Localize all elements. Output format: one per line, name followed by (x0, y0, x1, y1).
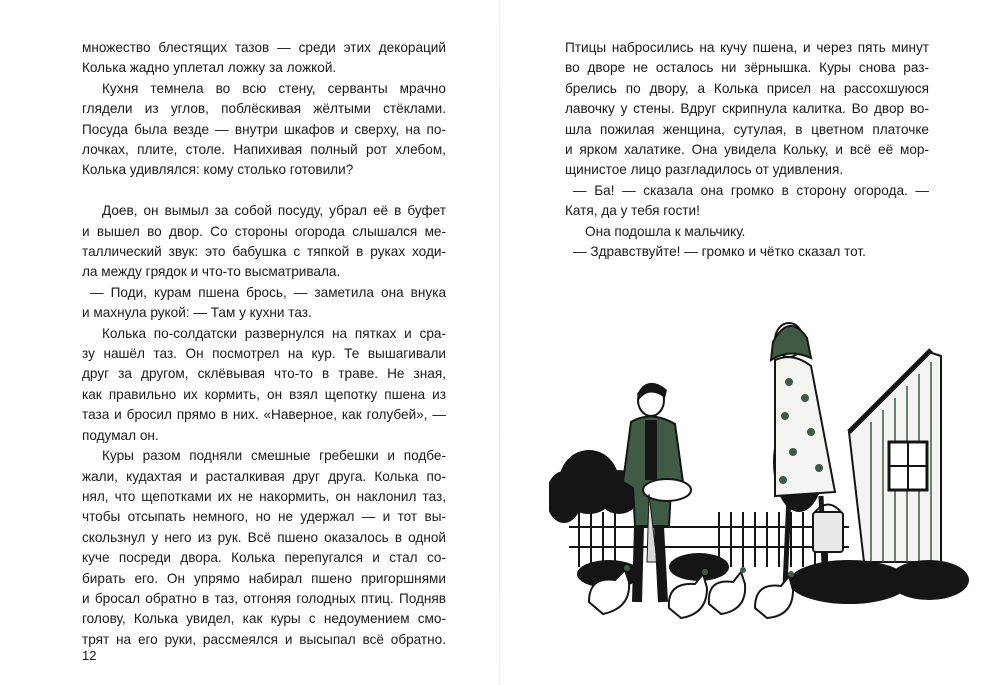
text-line: и ярком халатике. Она увидела Кольку, и всё её мор- (565, 142, 929, 158)
left-page-text (82, 38, 446, 650)
text-line: брелись по двору, а Колька присел на рассохшуюся (565, 80, 929, 96)
text-line: — Ба! — сказала она громко в сторону огорода. — (573, 182, 929, 198)
text-line: Птицы набросились на кучу пшена, и через пять минут (565, 40, 929, 55)
text-line: ла между грядок и что-то высматривала. (82, 264, 341, 280)
text-line: нял, что щепотками их не накормить, он наклонил таз, (82, 488, 446, 504)
text-line: куче посреди двора. Колька перепугался и стал со- (82, 550, 446, 566)
text-line: Катя, да у тебя гости! (565, 203, 700, 219)
text-line: таза и бросил прямо в них. «Наверное, как голубей», — (82, 407, 446, 423)
text-line: Куры разом подняли смешные гребешки и подбе- (102, 448, 446, 464)
illustration-boy-grandmother-chickens (549, 312, 969, 632)
text-line: и махнула рукой: — Там у кухни таз. (82, 305, 312, 321)
house (849, 350, 941, 562)
text-line: Колька удивлялся: кому столько готовили? (82, 162, 354, 178)
text-line: во дворе не осталось ни зёрнышка. Куры снова раз- (565, 60, 929, 76)
text-line: жали, кудахтая и расталкивая друг друга. Колька по- (82, 468, 446, 484)
text-line: лавочку у стены. Вдруг скрипнула калитка. Во двор во- (565, 101, 929, 117)
text-line: лочках, плите, столе. Напихивая полный рот хлебом, (82, 142, 446, 158)
text-line: — Поди, курам пшена брось, — заметила она внука (90, 284, 446, 300)
text-line: таллический звук: это бабушка с тяпкой в руках ходи- (82, 244, 446, 260)
text-line: подумал он. (82, 427, 159, 443)
text-line: щинистое лицо разгладилось от удивления. (565, 162, 844, 178)
text-line: глядели из углов, поблёскивая жёлтыми стёклами. (82, 101, 446, 117)
text-line: Посуда была везде — внутри шкафов и сверху, на по- (82, 121, 446, 137)
paragraph-gap (82, 181, 446, 201)
text-line: как правильно их кормить, он взял щепотку пшена из (82, 386, 446, 402)
text-line: шла пожилая женщина, сутулая, в цветном платочке (565, 121, 929, 137)
text-line: Доев, он вымыл за собой посуду, убрал её в буфет (102, 203, 446, 219)
text-line: Она подошла к мальчику. (585, 223, 746, 239)
text-line: и бросал обратно в таз, отгоняя голодных птиц. Подняв (82, 590, 446, 606)
text-line: зу нашёл таз. Он посмотрел на кур. Те вышагивали (82, 346, 446, 362)
text-line: — Здравствуйте! — громко и чётко сказал тот. (573, 244, 866, 260)
text-line: Колька по-солдатски развернулся на пятках и сра- (102, 325, 446, 341)
text-line: Кухня темнела во всю стену, серванты мрачно (102, 80, 446, 96)
right-page (500, 0, 1000, 685)
right-page-text (565, 38, 929, 262)
text-line: голову, Колька увидел, как куры с недоумением смо- (82, 611, 446, 627)
text-line: и вышел во двор. Со стороны огорода слышался ме- (82, 223, 446, 239)
text-line: трят на его руки, рассмеялся и высыпал всё обратно. (82, 631, 446, 647)
text-line: Колька жадно уплетал ложку за ложкой. (82, 60, 337, 76)
text-line: множество блестящих тазов — среди этих декораций (82, 40, 446, 55)
page-number: 12 (82, 648, 97, 663)
text-line: друг за другом, склёвывая что-то в траве. Не зная, (82, 366, 446, 382)
text-line: скользнул у него из рук. Всё пшено оказалось в одной (82, 529, 446, 545)
text-line: бирать его. Он упрямо набирал пшено пригоршнями (82, 570, 446, 586)
text-line: чтобы отсыпать немного, но не удержал — и тот вы- (82, 509, 446, 525)
